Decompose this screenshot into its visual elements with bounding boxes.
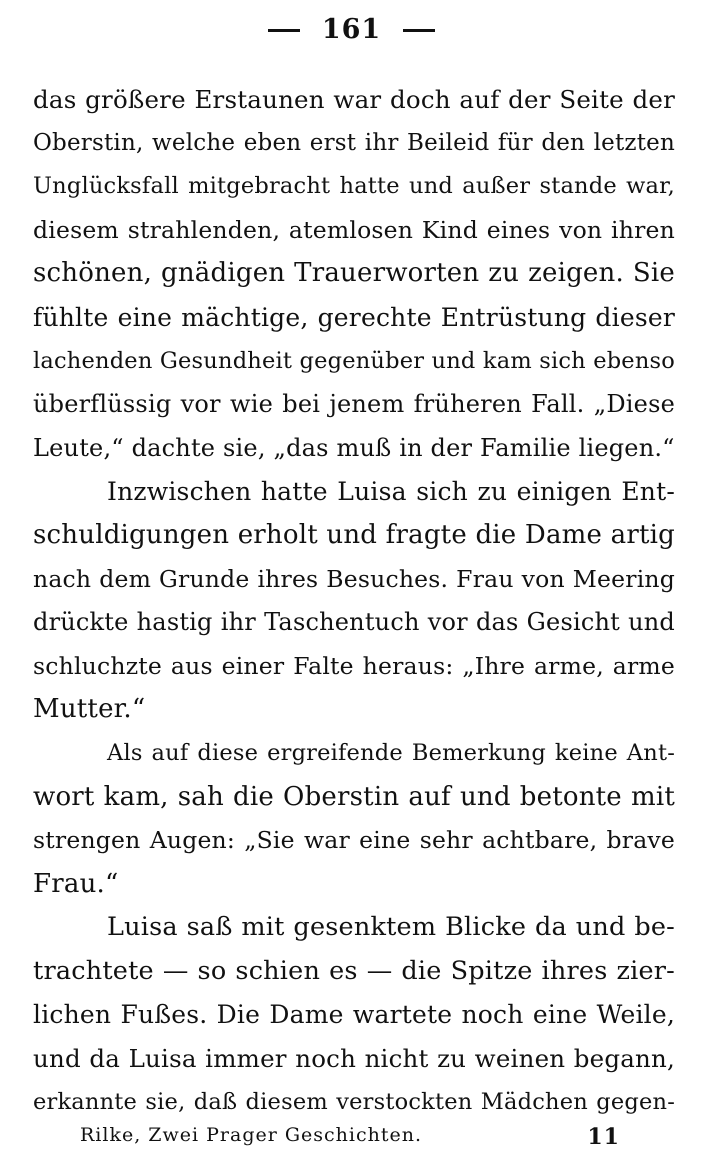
text-line: Leute,“ dachte sie, „das muß in der Familie liegen.“ xyxy=(33,433,675,462)
text-line: Frau.“ xyxy=(33,868,119,899)
text-line: Unglücksfall mitgebracht hatte und außer stande war, xyxy=(33,173,675,200)
paragraph-start-line: Inzwischen hatte Luisa sich zu einigen Ent- xyxy=(107,477,675,507)
text-line: diesem strahlenden, atemlosen Kind eines von ihren xyxy=(33,215,675,244)
page-number: 161 xyxy=(321,14,382,45)
text-line: drückte hastig ihr Taschentuch vor das Gesicht und xyxy=(33,608,675,637)
text-line: lichen Fußes. Die Dame wartete noch eine Weile, xyxy=(33,1000,675,1030)
paragraph-start-line: Luisa saß mit gesenktem Blicke da und be- xyxy=(107,912,675,943)
body-text xyxy=(33,78,675,1124)
header-dash-left xyxy=(268,29,300,32)
page-header xyxy=(0,14,703,45)
text-line: schönen, gnädigen Trauerworten zu zeigen. Sie xyxy=(33,258,675,289)
text-line: überflüssig vor wie bei jenem früheren Fall. „Diese xyxy=(33,390,675,419)
signature-mark: Rilke, Zwei Prager Geschichten. xyxy=(80,1124,423,1146)
page-footer xyxy=(80,1124,620,1154)
text-line: strengen Augen: „Sie war eine sehr achtbare, brave xyxy=(33,826,675,855)
text-line: trachtete — so schien es — die Spitze ihres zier- xyxy=(33,955,675,986)
text-line: wort kam, sah die Oberstin auf und betonte mit xyxy=(33,781,675,812)
text-line: lachenden Gesundheit gegenüber und kam sich ebenso xyxy=(33,347,676,374)
text-line: fühlte eine mächtige, gerechte Entrüstung dieser xyxy=(33,302,675,332)
text-line: erkannte sie, daß diesem verstockten Mädchen gegen- xyxy=(33,1088,675,1115)
text-line: nach dem Grunde ihres Besuches. Frau von Meering xyxy=(33,564,675,593)
text-line: schluchzte aus einer Falte heraus: „Ihre arme, arme xyxy=(33,651,675,680)
header-dash-right xyxy=(403,29,435,32)
text-line: und da Luisa immer noch nicht zu weinen begann, xyxy=(33,1044,675,1074)
text-line: schuldigungen erholt und fragte die Dame artig xyxy=(33,519,675,550)
paragraph-start-line: Als auf diese ergreifende Bemerkung keine Ant- xyxy=(107,739,675,766)
text-line: Oberstin, welche eben erst ihr Beileid für den letzten xyxy=(33,129,675,156)
text-line: das größere Erstaunen war doch auf der Seite der xyxy=(33,85,675,114)
sheet-number: 11 xyxy=(587,1124,620,1150)
text-line: Mutter.“ xyxy=(33,694,146,725)
